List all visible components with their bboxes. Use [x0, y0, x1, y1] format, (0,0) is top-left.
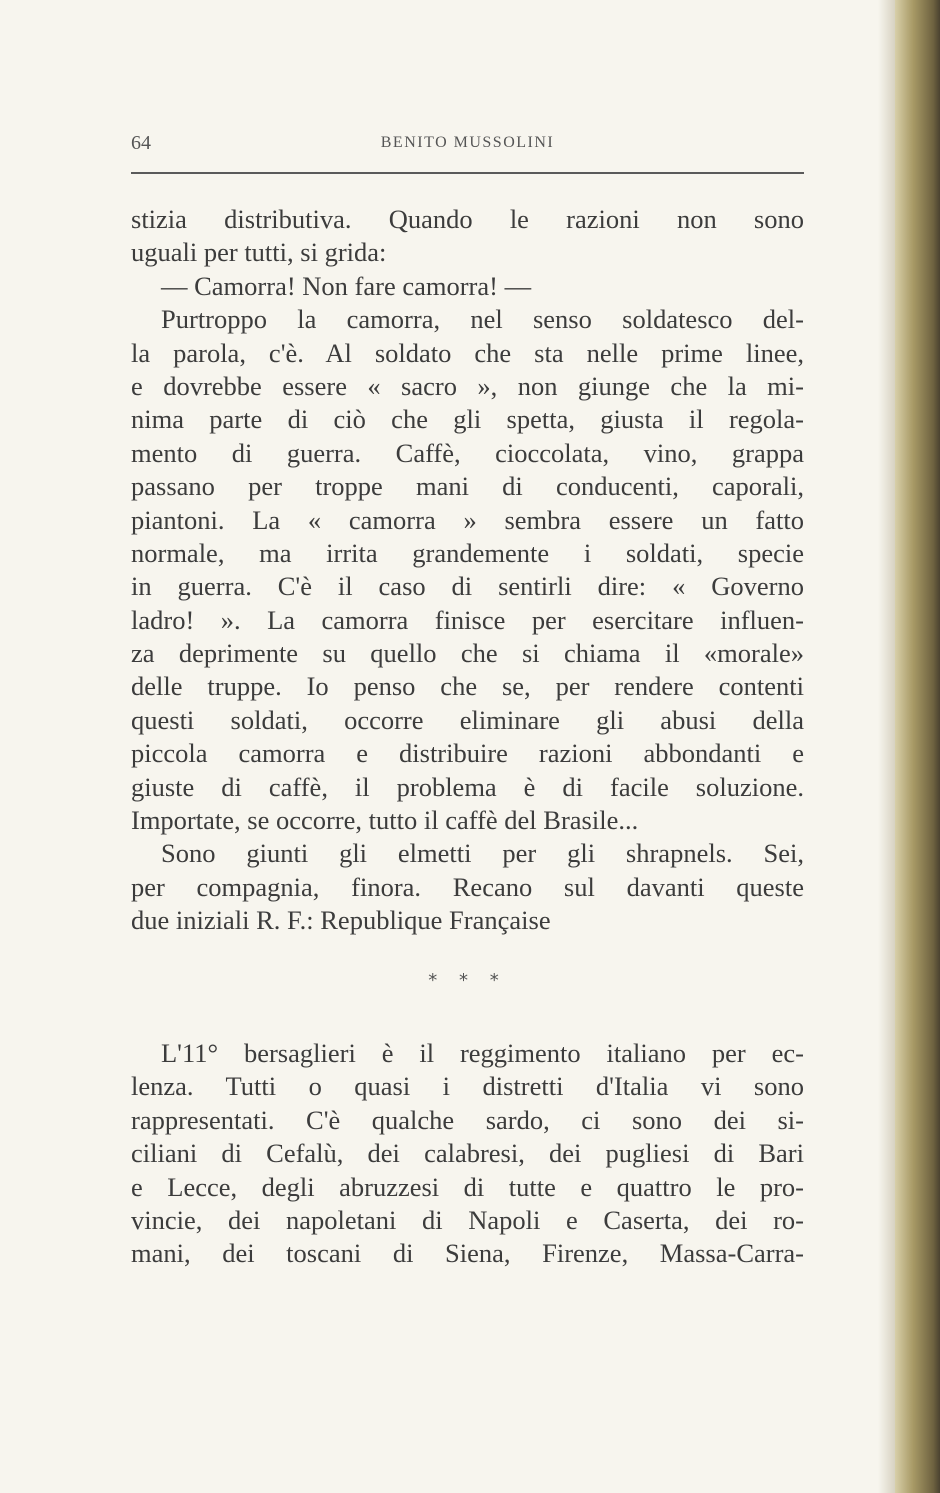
text-block-1 — [131, 203, 804, 938]
text-line: uguali per tutti, si grida: — [131, 237, 387, 268]
text-line: mento di guerra. Caffè, cioccolata, vino, grappa — [131, 437, 804, 468]
text-line: — Camorra! Non fare camorra! — — [161, 270, 532, 301]
text-line: piccola camorra e distribuire razioni abbondanti e — [131, 738, 804, 769]
text-line: mani, dei toscani di Siena, Firenze, Massa-Carra- — [131, 1238, 804, 1269]
text-line: Importate, se occorre, tutto il caffè del Brasile... — [131, 805, 639, 836]
text-line: e Lecce, degli abruzzesi di tutte e quattro le pro- — [131, 1171, 804, 1202]
text-line: vincie, dei napoletani di Napoli e Caserta, dei ro- — [131, 1204, 804, 1235]
text-line: ladro! ». La camorra finisce per esercitare influen- — [131, 604, 804, 635]
text-line: ciliani di Cefalù, dei calabresi, dei pugliesi di Bari — [131, 1138, 804, 1169]
text-line: in guerra. C'è il caso di sentirli dire: « Governo — [131, 571, 804, 602]
text-line: lenza. Tutti o quasi i distretti d'Italia vi sono — [131, 1071, 804, 1102]
text-line: questi soldati, occorre eliminare gli abusi della — [131, 704, 804, 735]
text-line: nima parte di ciò che gli spetta, giusta il regola- — [131, 404, 804, 435]
text-line: za deprimente su quello che si chiama il «morale» — [131, 638, 804, 669]
text-line: Purtroppo la camorra, nel senso soldatesco del- — [161, 304, 804, 335]
text-line: normale, ma irrita grandemente i soldati, specie — [131, 537, 804, 568]
text-line: piantoni. La « camorra » sembra essere un fatto — [131, 504, 804, 535]
text-line: passano per troppe mani di conducenti, caporali, — [131, 471, 804, 502]
text-line: delle truppe. Io penso che se, per rendere contenti — [131, 671, 804, 702]
text-line: rappresentati. C'è qualche sardo, ci sono dei si- — [131, 1104, 804, 1135]
text-line: Sono giunti gli elmetti per gli shrapnels. Sei, — [161, 838, 804, 869]
book-edge — [895, 0, 940, 1493]
page-gutter-shadow — [878, 0, 895, 1493]
text-line: e dovrebbe essere « sacro », non giunge che la mi- — [131, 370, 804, 401]
text-line: la parola, c'è. Al soldato che sta nelle prime linee, — [131, 337, 804, 368]
text-line: stizia distributiva. Quando le razioni non sono — [131, 204, 804, 234]
text-line: giuste di caffè, il problema è di facile soluzione. — [131, 771, 804, 802]
text-line: per compagnia, finora. Recano sul davanti queste — [131, 871, 804, 902]
page-number: 64 — [131, 132, 151, 154]
section-separator: * * * — [428, 970, 507, 991]
page-header — [131, 132, 804, 160]
text-line: L'11° bersaglieri è il reggimento italiano per ec- — [161, 1038, 804, 1068]
text-line: due iniziali R. F.: Republique Française — [131, 905, 551, 936]
text-block-2 — [131, 1037, 804, 1271]
header-rule — [131, 172, 804, 174]
running-title: BENITO MUSSOLINI — [380, 134, 555, 151]
